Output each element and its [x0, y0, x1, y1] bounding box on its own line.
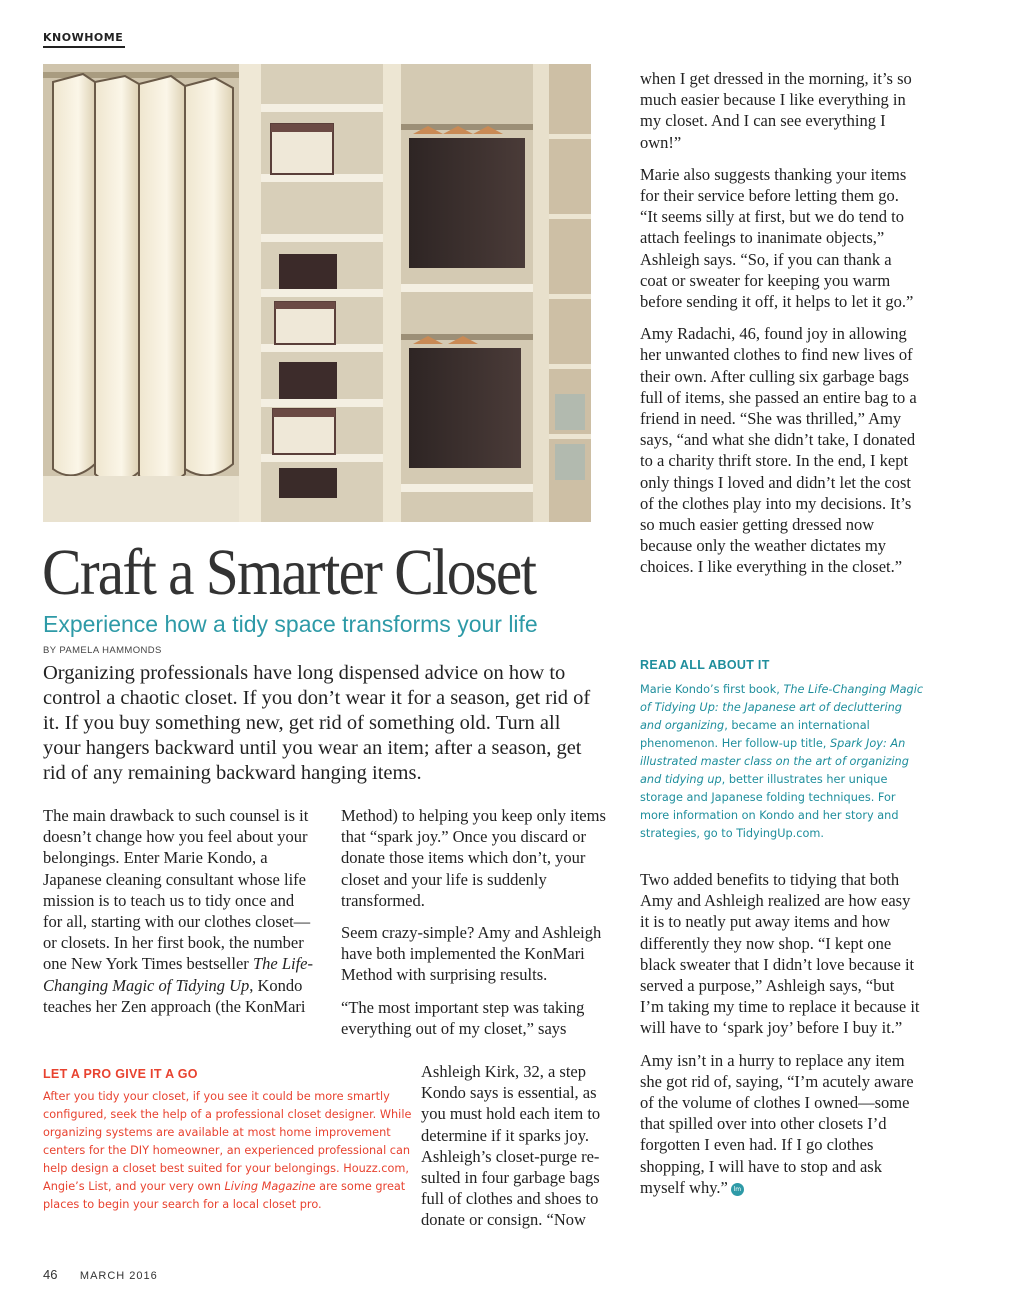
body-paragraph: Method) to helping you keep only items that “spark joy.” Once you discard or donate those items which don’t, your closet and your life is suddenly transformed. — [341, 806, 606, 910]
byline: BY PAMELA HAMMONDS — [43, 645, 162, 656]
body-paragraph: when I get dressed in the morning, it’s so much easier because I like everything in my closet. And I can see everything I own!” — [640, 69, 912, 152]
body-paragraph: Marie also suggests thanking your items for their service before letting them go. “It seems silly at first, but we do tend to attach feelings to inanimate objects,” Ashleigh says. “So, if you can thank a coat or sweater for keeping you warm before sending it off, it helps to let it go.” — [640, 164, 914, 312]
body-paragraph — [43, 805, 315, 1017]
body-paragraph: Two added benefits to tidying that both Amy and Ashleigh realized are how easy it is to neatly put away items and how differently they now shop. “I kept one black sweater that I didn’t love because it served a purpose,” Ashleigh says, “but I’m taking my time to replace it because it will have to ‘spark joy’ before I buy it.” — [640, 870, 920, 1038]
sidebar-text-segment: are some great places to begin your search for a local closet pro. — [43, 1180, 406, 1211]
book-title: Spark Joy: An illustrated master class on the art of organizing and tidying up — [640, 737, 909, 786]
issue-date: MARCH 2016 — [79, 1270, 158, 1282]
sidebar-text-segment: After you tidy your closet, if you see it could be more smartly configured, seek the help of a professional closet designer. While organizing systems are available at most home improvement centers for the DIY homeowner, an experienced professional can help design a closet best suited for your belongings. Houzz.com, Angie’s List, and your very own — [43, 1090, 412, 1193]
book-title: The Life-Changing Magic of Tidying Up: the Japanese art of decluttering and organizing — [640, 683, 924, 732]
section-label-bold: HOME — [84, 31, 124, 44]
body-paragraph: Ashleigh Kirk, 32, a step Kondo says is essential, as you must hold each item to determine if it sparks joy. Ashleigh’s closet-purge re-sulted in four garbage bags full of clothes and shoes to donate or consign. “Now — [421, 1062, 601, 1230]
subhead: Experience how a tidy space transforms your life — [43, 611, 538, 637]
page-number: 46 — [43, 1267, 58, 1282]
body-text-segment: The main drawback to such counsel is it doesn’t change how you feel about your belongings. Enter Marie Kondo, a Japanese cleaning consultant whose life mission is to teach us to tidy once and for all, starting with our clothes closet—or closets. In her first book, the number one New York Times bestseller — [43, 806, 311, 974]
body-text-segment: , Kondo teaches her Zen approach (the KonMari — [43, 975, 306, 1016]
section-rule — [43, 46, 125, 48]
book-title: The Life-Changing Magic of Tidying Up — [43, 954, 313, 995]
sidebar-pro-title: LET A PRO GIVE IT A GO — [43, 1067, 198, 1081]
body-paragraph: Amy Radachi, 46, found joy in allowing her unwanted clothes to find new lives of their own. After culling six garbage bags full of items, she passed an entire bag to a friend in need. “She was thrilled,” Amy says, “and what she didn’t take, I donated to a charity thrift store. In the end, I kept only things I loved and didn’t let the cost of the clothes play into my decisions. It’s so much easier getting dressed now because only the weather dictates my choices. I like everything in the closet.” — [640, 324, 917, 577]
sidebar-read-title: READ ALL ABOUT IT — [640, 658, 770, 672]
section-label-light: KNOW — [43, 31, 85, 44]
body-column-2-continued — [421, 1061, 625, 1242]
sidebar-text-segment: , better illustrates her unique storage and Japanese folding techniques. For more information on Kondo and her story and strategies, go to TidyingUp.com. — [640, 773, 899, 840]
section-label — [43, 31, 123, 44]
sidebar-text-segment: Marie Kondo’s first book, — [640, 683, 784, 696]
intro-paragraph: Organizing professionals have long dispensed advice on how to control a chaotic closet. If you don’t wear it for a season, get rid of it. If you buy something new, get rid of something old. Turn all your hangers backward until you wear an item; after a season, get rid of any remaining backward hanging items. — [43, 662, 591, 784]
closet-illustration — [43, 64, 591, 522]
page-footer — [43, 1266, 158, 1284]
body-text-segment: Amy isn’t in a hurry to replace any item she got rid of, saying, “I’m acutely aware of the volume of clothes I owned—some that spilled over into other closets I’d forgotten I even had. If I go clothes shopping, I will have to stop and ask myself why.” — [640, 1050, 914, 1197]
sidebar-text-segment: , became an international phenomenon. Her follow-up title, — [640, 719, 870, 750]
end-mark-icon: lm — [731, 1183, 744, 1196]
body-paragraph — [640, 1050, 922, 1198]
body-column-3-continued — [640, 869, 922, 1209]
sidebar-pro-body — [43, 1088, 413, 1214]
body-column-2 — [341, 805, 623, 1050]
body-paragraph: “The most important step was taking everything out of my closet,” says — [341, 997, 585, 1038]
magazine-title: Living Magazine — [224, 1180, 316, 1193]
body-column-3 — [640, 68, 920, 589]
closet-photo — [43, 64, 591, 522]
headline: Craft a Smarter Closet — [42, 536, 536, 609]
body-column-1 — [43, 805, 315, 1028]
sidebar-read-body — [640, 681, 925, 843]
body-paragraph: Seem crazy-simple? Amy and Ashleigh have both implemented the KonMari Method with surprising results. — [341, 923, 602, 985]
